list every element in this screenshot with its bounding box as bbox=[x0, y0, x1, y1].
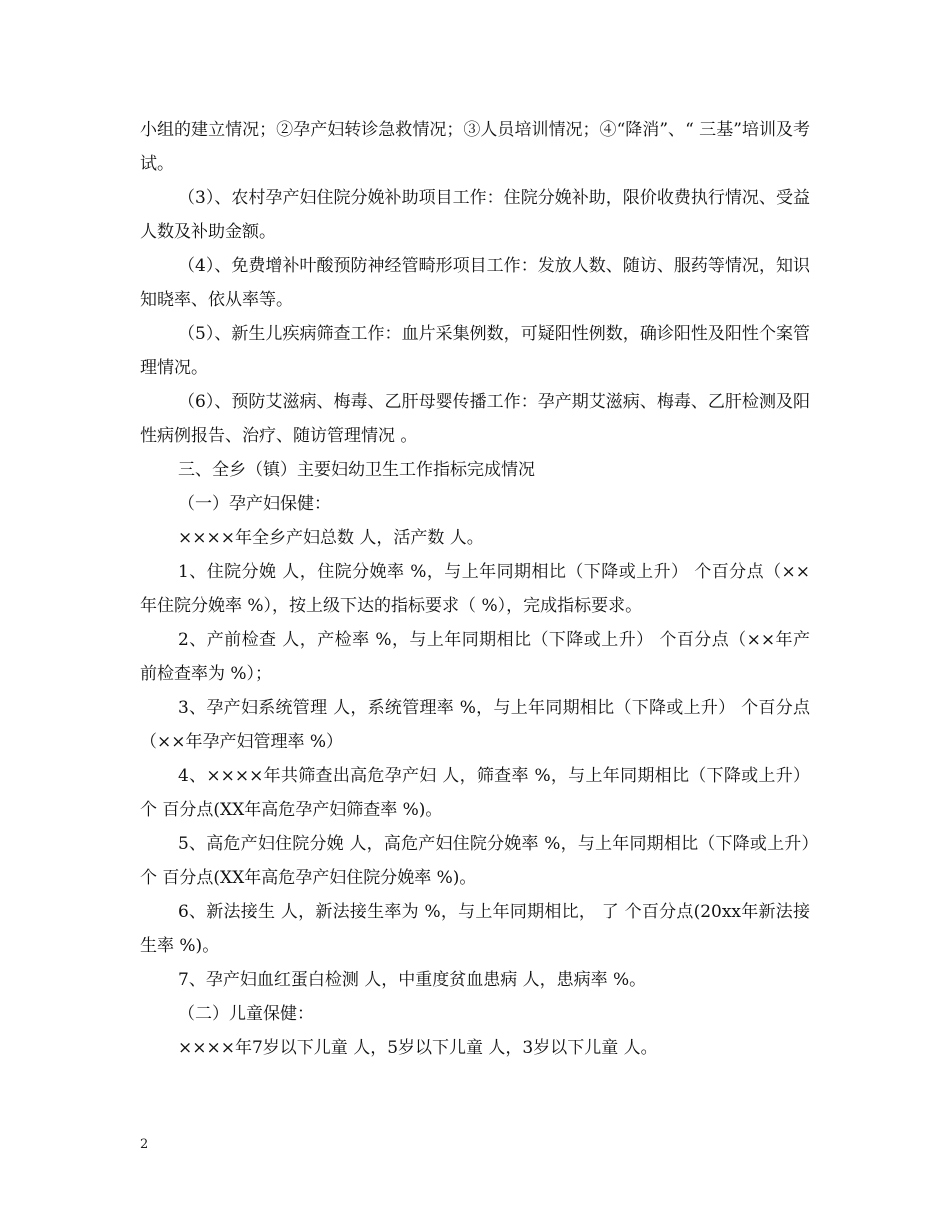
paragraph: 2、产前检查 人，产检率 %，与上年同期相比（下降或上升） 个百分点（××年产前检查率为 %）； bbox=[140, 630, 810, 684]
page-number: 2 bbox=[140, 1137, 149, 1152]
paragraph: 6、新法接生 人，新法接生率为 %，与上年同期相比， 了 个百分点(20xx年新法接生率 %)。 bbox=[140, 902, 810, 956]
paragraph: （5）、新生儿疾病筛查工作：血片采集例数，可疑阳性例数，确诊阳性及阳性个案管理情况。 bbox=[140, 324, 810, 378]
subsection-heading: （二）儿童保健： bbox=[178, 1004, 314, 1024]
paragraph: （4）、免费增补叶酸预防神经管畸形项目工作：发放人数、随访、服药等情况，知识知晓率、依从率等。 bbox=[140, 256, 810, 310]
paragraph: 3、孕产妇系统管理 人，系统管理率 %，与上年同期相比（下降或上升） 个百分点（××年孕产妇管理率 %） bbox=[140, 698, 810, 752]
paragraph: ××××年全乡产妇总数 人，活产数 人。 bbox=[178, 528, 484, 548]
paragraph: ××××年7岁以下儿童 人，5岁以下儿童 人，3岁以下儿童 人。 bbox=[178, 1038, 658, 1058]
paragraph: 1、住院分娩 人，住院分娩率 %，与上年同期相比（下降或上升） 个百分点（××年住院分娩率 %），按上级下达的指标要求（ %），完成指标要求。 bbox=[140, 562, 810, 616]
section-heading: 三、全乡（镇）主要妇幼卫生工作指标完成情况 bbox=[178, 460, 535, 480]
paragraph: （6）、预防艾滋病、梅毒、乙肝母婴传播工作：孕产期艾滋病、梅毒、乙肝检测及阳性病例报告、治疗、随访管理情况 。 bbox=[140, 392, 810, 446]
paragraph: 7、孕产妇血红蛋白检测 人，中重度贫血患病 人，患病率 %。 bbox=[178, 970, 647, 990]
paragraph: （3）、农村孕产妇住院分娩补助项目工作：住院分娩补助，限价收费执行情况、受益人数及补助金额。 bbox=[140, 188, 810, 242]
paragraph: 4、××××年共筛查出高危孕产妇 人，筛查率 %，与上年同期相比（下降或上升）个 百分点(XX年高危孕产妇筛查率 %)。 bbox=[140, 766, 810, 820]
paragraph: 5、高危产妇住院分娩 人，高危产妇住院分娩率 %，与上年同期相比（下降或上升）个 百分点(XX年高危孕产妇住院分娩率 %)。 bbox=[140, 834, 810, 888]
paragraph: 小组的建立情况；②孕产妇转诊急救情况；③人员培训情况；④“降消”、“ 三基”培训及考试。 bbox=[140, 120, 810, 174]
document-body bbox=[140, 113, 810, 1065]
subsection-heading: （一）孕产妇保健： bbox=[178, 494, 331, 514]
